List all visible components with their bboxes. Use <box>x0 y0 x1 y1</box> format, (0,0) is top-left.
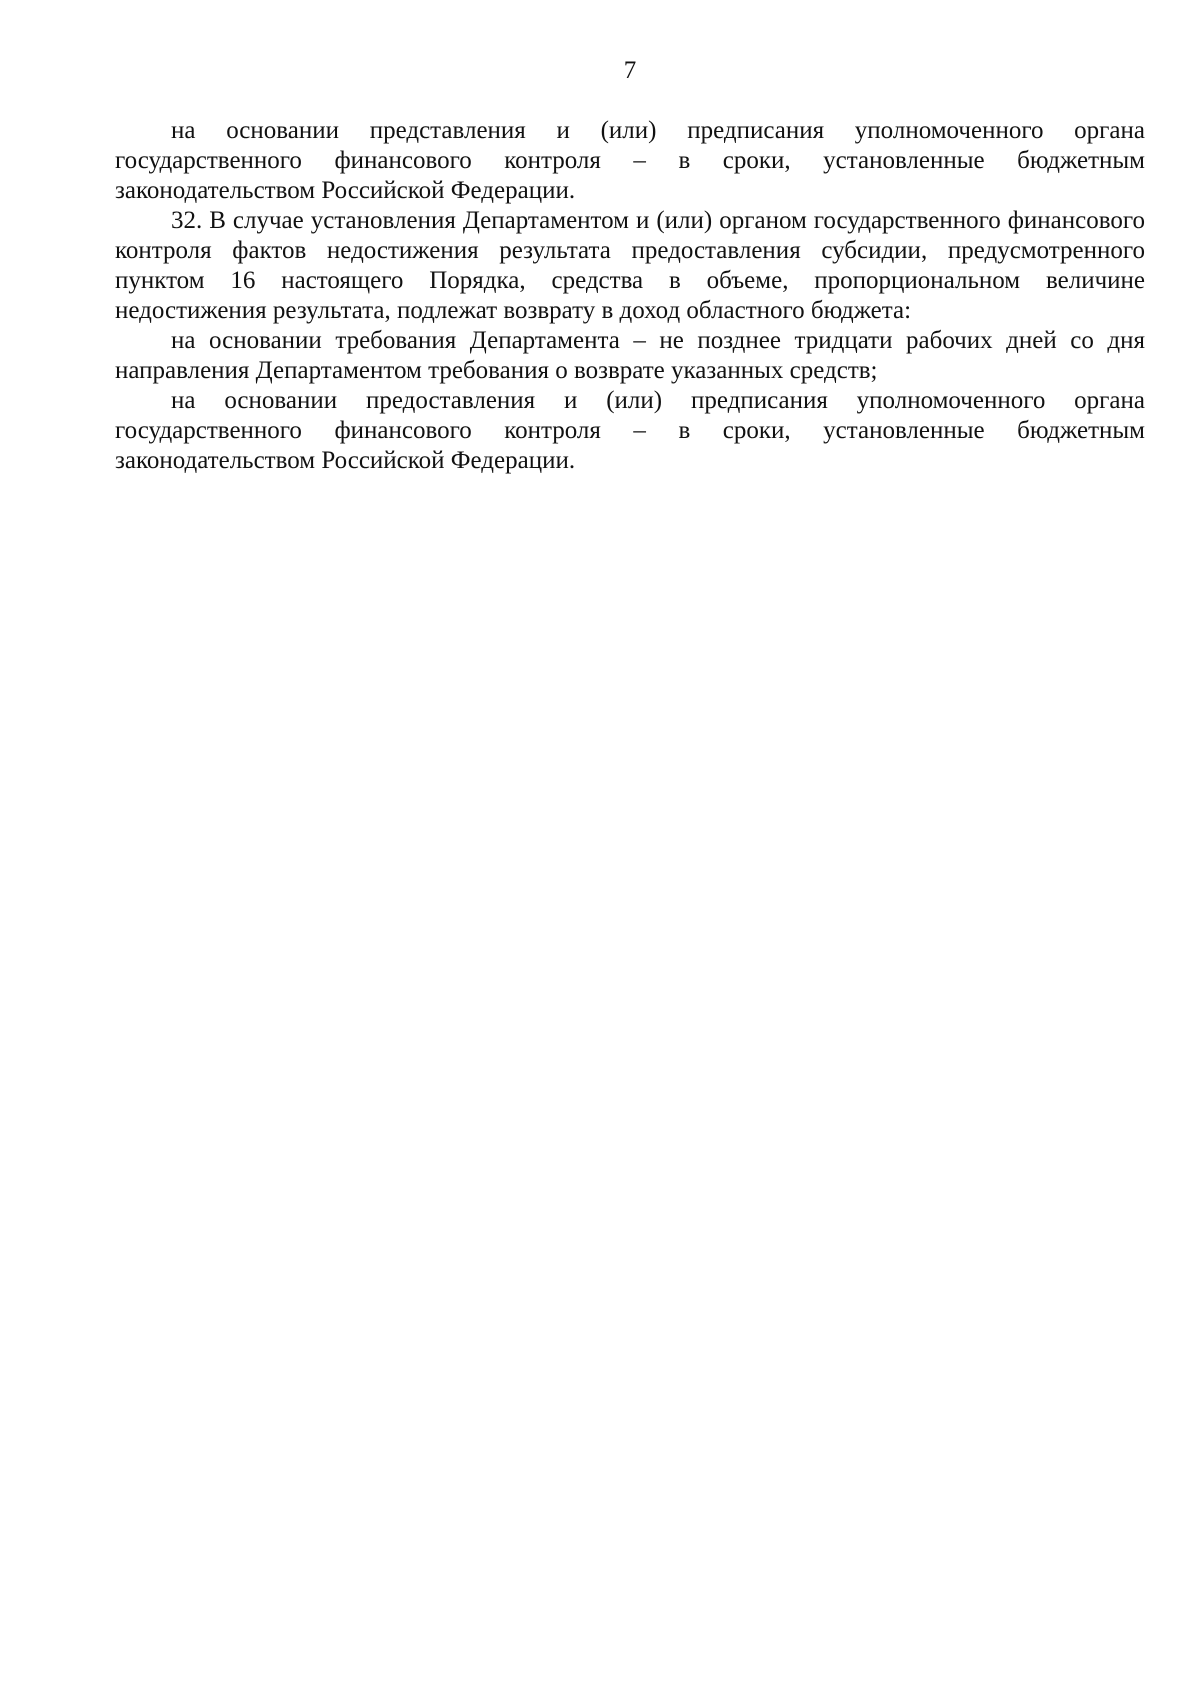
page-number: 7 <box>623 57 637 84</box>
paragraph-item-32: 32. В случае установления Департаментом и (или) органом государственного финансового контроля фактов недостижения результата предоставления субсидии, предусмотренного пунктом 16 настоящего Порядка, средства в объеме, пропорциональном величине недостижения результата, подлежат возврату в доход областного бюджета: <box>115 207 1145 324</box>
paragraph-representation-deadline: на основании представления и (или) предписания уполномоченного органа государственного финансового контроля – в сроки, установленные бюджетным законодательством Российской Федерации. <box>115 117 1145 204</box>
paragraph-department-requirement: на основании требования Департамента – не позднее тридцати рабочих дней со дня направления Департаментом требования о возврате указанных средств; <box>115 327 1145 384</box>
document-body <box>115 116 1145 476</box>
paragraph-control-body-deadline: на основании предоставления и (или) предписания уполномоченного органа государственного финансового контроля – в сроки, установленные бюджетным законодательством Российской Федерации. <box>115 387 1145 474</box>
